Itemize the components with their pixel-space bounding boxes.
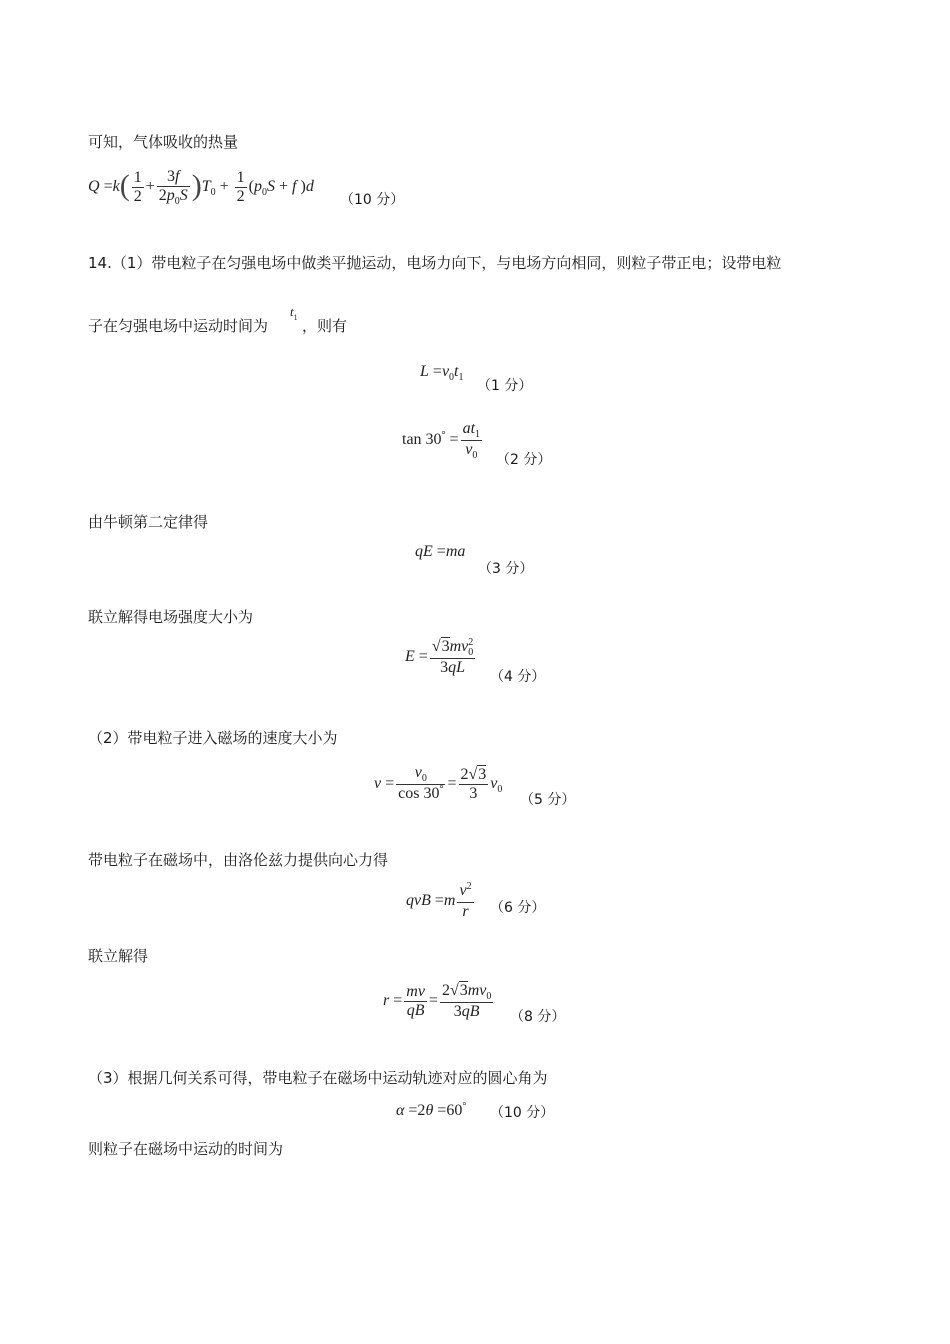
equation-E: E = $\frac{√3mv_0^2}{3qL}$ [405,637,474,676]
text-q14-part1-line1: 14.（1）带电粒子在匀强电场中做类平抛运动，电场力向下，与电场方向相同，则粒子带正电；设带电粒 [88,254,782,272]
text-time: 则粒子在磁场中运动的时间为 [88,1140,284,1158]
score-8: （8 分） [510,1009,566,1025]
equation-heat-Q: Q =k( $\frac{1}{2}$ + $\frac{3f}{2p_0S}$ )$T_0$ + $\frac{1}{2}$ ($p_0S + f$ )d [88,168,314,207]
text-part2: （2）带电粒子进入磁场的速度大小为 [88,729,338,747]
score-2: （2 分） [496,452,552,468]
equation-alpha: α =2θ =60° [396,1101,467,1119]
text-heat-intro: 可知，气体吸收的热量 [88,133,239,151]
score-5: （5 分） [520,792,576,808]
equation-r: r = $\frac{mv}{qB}$ = $\frac{2√3mv_0}{3qB}$ [383,982,492,1020]
equation-qvB: qvB =m $\frac{v^2}{r}$ [406,881,472,920]
text-part3: （3）根据几何关系可得，带电粒子在磁场中运动轨迹对应的圆心角为 [88,1069,548,1087]
text-lorentz: 带电粒子在磁场中，由洛伦兹力提供向心力得 [88,851,389,869]
text-newton: 由牛顿第二定律得 [88,513,209,531]
score-10-heat: （10 分） [340,192,405,208]
symbol-t1: $t_1$ [290,304,298,322]
text-solve-r: 联立解得 [88,947,149,965]
equation-L: $L =v_0t_1$ [420,363,464,383]
score-3: （3 分） [478,561,534,577]
text-q14-part1-then: ，则有 [302,317,348,335]
equation-v: v = $\frac{v_0}{\cos 30^\circ}$ = $\frac{2√3}{3}$ $v_0$ [374,764,503,802]
text-q14-part1-line2: 子在匀强电场中运动时间为 [88,317,269,335]
equation-qE-ma: qE =ma [415,543,466,560]
text-solve-E: 联立解得电场强度大小为 [88,608,254,626]
score-4: （4 分） [490,669,546,685]
score-10-alpha: （10 分） [490,1105,555,1121]
score-6: （6 分） [490,900,546,916]
equation-tan30: tan 30° = $\frac{at_1}{v_0}$ [402,420,481,461]
score-1: （1 分） [477,378,533,394]
